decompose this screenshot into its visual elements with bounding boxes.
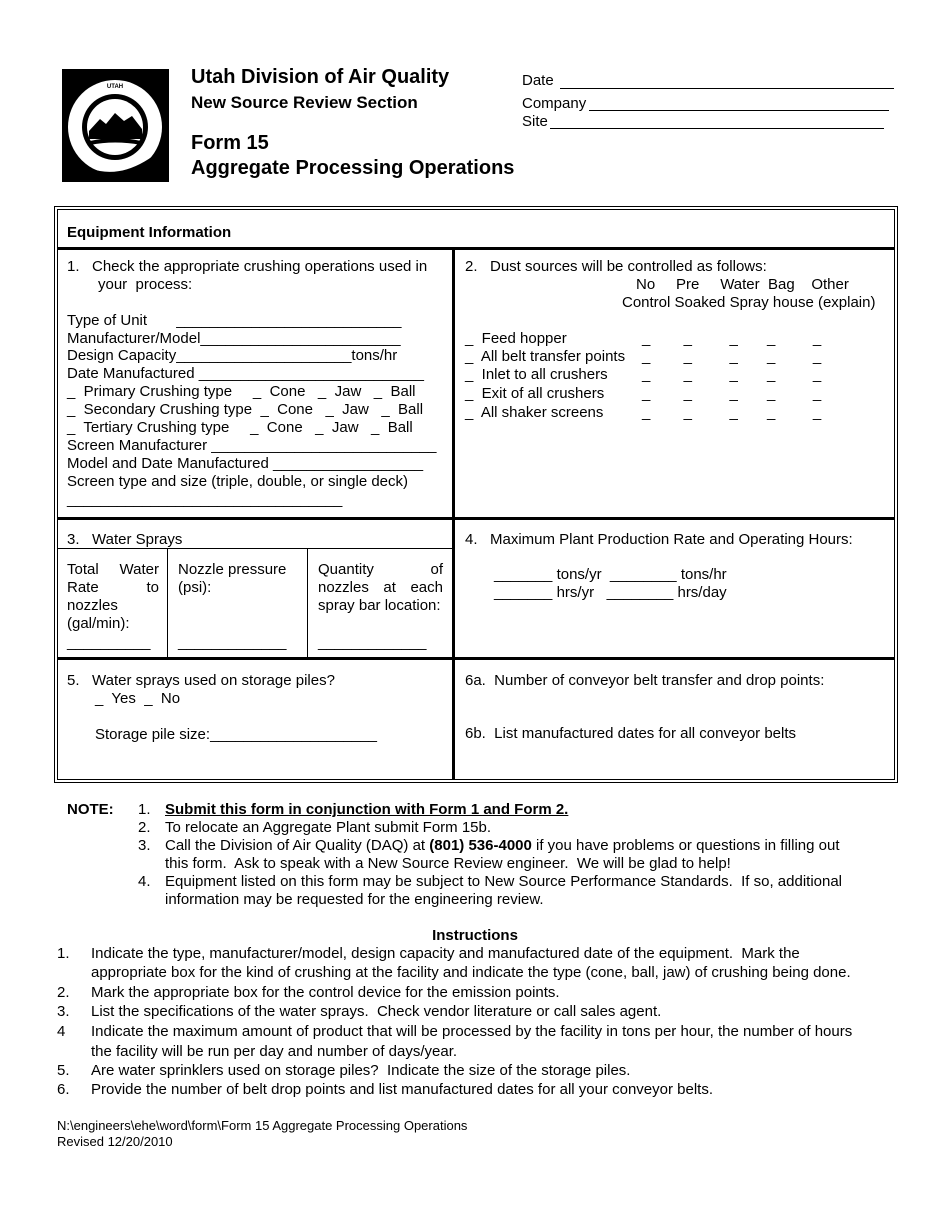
s1-title: 1. Check the appropriate crushing operations used in (67, 258, 428, 275)
form-number: Form 15 (191, 132, 269, 154)
instr-1-line2: appropriate box for the kind of crushing at the facility and indicate the type (cone, ball, jaw) of crushing being done. (91, 964, 851, 981)
s1-date-manufactured[interactable]: Date Manufactured ___________________________ (67, 365, 424, 382)
s2-source-marks[interactable]: _ _ _ _ _ (642, 330, 822, 347)
instr-3: List the specifications of the water sprays. Check vendor literature or call sales agent. (91, 1003, 662, 1020)
s6b-title: 6b. List manufactured dates for all conveyor belts (465, 725, 797, 742)
s6a-title: 6a. Number of conveyor belt transfer and drop points: (465, 672, 825, 689)
deq-seal-logo (62, 69, 169, 182)
s3-col-water-rate: Total Water Rate to nozzles (gal/min): (67, 561, 159, 632)
s2-source-marks[interactable]: _ _ _ _ _ (642, 366, 822, 383)
s1-screen-type-blank[interactable]: _________________________________ (67, 491, 343, 508)
equipment-heading: Equipment Information (67, 224, 232, 241)
daq-phone-number: (801) 536-4000 (429, 837, 532, 854)
note-3-pre: Call the Division of Air Quality (DAQ) at (165, 837, 430, 854)
s2-source-marks[interactable]: _ _ _ _ _ (642, 385, 822, 402)
company-label: Company (522, 95, 587, 112)
s5-title: 5. Water sprays used on storage piles? (67, 672, 335, 689)
s2-source-feed-hopper[interactable]: _ Feed hopper (465, 330, 567, 347)
note-num: 2. (138, 819, 151, 836)
s3-nozzle-pressure-field[interactable]: _____________ (178, 634, 287, 651)
s1-model-date[interactable]: Model and Date Manufactured __________________ (67, 455, 424, 472)
divider (57, 517, 895, 520)
s5-yes-no[interactable]: _ Yes _ No (95, 690, 181, 707)
footer-revised-date: Revised 12/20/2010 (57, 1134, 173, 1149)
instr-4-line2: the facility will be run per day and number of days/year. (91, 1043, 458, 1060)
divider (307, 548, 308, 658)
form-title: Aggregate Processing Operations (191, 157, 515, 179)
instr-2: Mark the appropriate box for the control device for the emission points. (91, 984, 560, 1001)
s3-title: 3. Water Sprays (67, 531, 183, 548)
company-field[interactable] (589, 110, 889, 111)
instr-num: 6. (57, 1081, 70, 1098)
agency-name: Utah Division of Air Quality (191, 66, 450, 88)
footer-file-path: N:\engineers\ehe\word\form\Form 15 Aggregate Processing Operations (57, 1118, 468, 1133)
note-3-text (165, 837, 840, 855)
note-num: 3. (138, 837, 151, 854)
note-2-text: To relocate an Aggregate Plant submit Form 15b. (165, 819, 492, 836)
instr-num: 1. (57, 945, 70, 962)
site-label: Site (522, 113, 548, 130)
s4-hours-fields[interactable]: _______ hrs/yr ________ hrs/day (494, 584, 727, 601)
s2-col-head-2: Control Soaked Spray house (explain) (622, 294, 876, 311)
note-1-text: Submit this form in conjunction with Form 1 and Form 2. (165, 801, 569, 818)
instr-6: Provide the number of belt drop points and list manufactured dates for all your conveyor belts. (91, 1081, 714, 1098)
instr-5: Are water sprinklers used on storage piles? Indicate the size of the storage piles. (91, 1062, 631, 1079)
note-label: NOTE: (67, 801, 114, 818)
s1-design-capacity[interactable]: Design Capacity_____________________tons/hr (67, 347, 398, 364)
s3-nozzle-quantity-field[interactable]: _____________ (318, 634, 427, 651)
note-num: 4. (138, 873, 151, 890)
s2-source-marks[interactable]: _ _ _ _ _ (642, 404, 822, 421)
s2-source-marks[interactable]: _ _ _ _ _ (642, 348, 822, 365)
s1-manufacturer[interactable]: Manufacturer/Model________________________ (67, 330, 401, 347)
s3-water-rate-field[interactable]: __________ (67, 634, 151, 651)
divider (57, 548, 452, 549)
s1-type-of-unit[interactable]: Type of Unit ___________________________ (67, 312, 402, 329)
note-num: 1. (138, 801, 151, 818)
note-3-line2: this form. Ask to speak with a New Source Review engineer. We will be glad to help! (165, 855, 731, 872)
section-name: New Source Review Section (191, 93, 418, 112)
site-field[interactable] (550, 128, 884, 129)
s1-title-cont: your process: (98, 276, 193, 293)
instructions-heading: Instructions (432, 927, 518, 944)
seal-graphic (62, 69, 169, 182)
s2-source-belt-transfer[interactable]: _ All belt transfer points (465, 348, 626, 365)
s1-screen-type: Screen type and size (triple, double, or single deck) (67, 473, 409, 490)
date-label: Date (522, 72, 554, 89)
instr-1-line1: Indicate the type, manufacturer/model, design capacity and manufactured date of the equipment. Mark the (91, 945, 800, 962)
note-4-line2: information may be requested for the engineering review. (165, 891, 544, 908)
s5-storage-pile-size[interactable]: Storage pile size:____________________ (95, 726, 377, 743)
instr-4-line1: Indicate the maximum amount of product that will be processed by the facility in tons per hour, the number of hours (91, 1023, 853, 1040)
date-field[interactable] (560, 88, 894, 89)
instr-num: 5. (57, 1062, 70, 1079)
s4-tons-fields[interactable]: _______ tons/yr ________ tons/hr (494, 566, 727, 583)
s2-source-exit-crushers[interactable]: _ Exit of all crushers (465, 385, 605, 402)
column-divider (452, 247, 455, 780)
s3-col-nozzle-quantity: Quantity of nozzles at each spray bar location: (318, 561, 443, 614)
note-3-post: if you have problems or questions in filling out (531, 837, 840, 854)
divider (57, 247, 895, 250)
s1-primary-crushing[interactable]: _ Primary Crushing type _ Cone _ Jaw _ Ball (67, 383, 416, 400)
instr-num: 4 (57, 1023, 66, 1040)
s2-col-head-1: No Pre Water Bag Other (636, 276, 849, 293)
divider (57, 657, 895, 660)
instr-num: 2. (57, 984, 70, 1001)
s3-col-nozzle-pressure: Nozzle pressure (psi): (178, 561, 287, 596)
divider (167, 548, 168, 658)
s1-tertiary-crushing[interactable]: _ Tertiary Crushing type _ Cone _ Jaw _ Ball (67, 419, 413, 436)
instr-num: 3. (57, 1003, 70, 1020)
s2-source-inlet-crushers[interactable]: _ Inlet to all crushers (465, 366, 608, 383)
s4-title: 4. Maximum Plant Production Rate and Operating Hours: (465, 531, 853, 548)
seal-top-text: UTAH (106, 84, 124, 90)
note-4-text: Equipment listed on this form may be subject to New Source Performance Standards. If so, additional (165, 873, 843, 890)
s2-title: 2. Dust sources will be controlled as follows: (465, 258, 767, 275)
s1-screen-manufacturer[interactable]: Screen Manufacturer ___________________________ (67, 437, 437, 454)
s1-secondary-crushing[interactable]: _ Secondary Crushing type _ Cone _ Jaw _ Ball (67, 401, 424, 418)
s2-source-shaker-screens[interactable]: _ All shaker screens (465, 404, 604, 421)
